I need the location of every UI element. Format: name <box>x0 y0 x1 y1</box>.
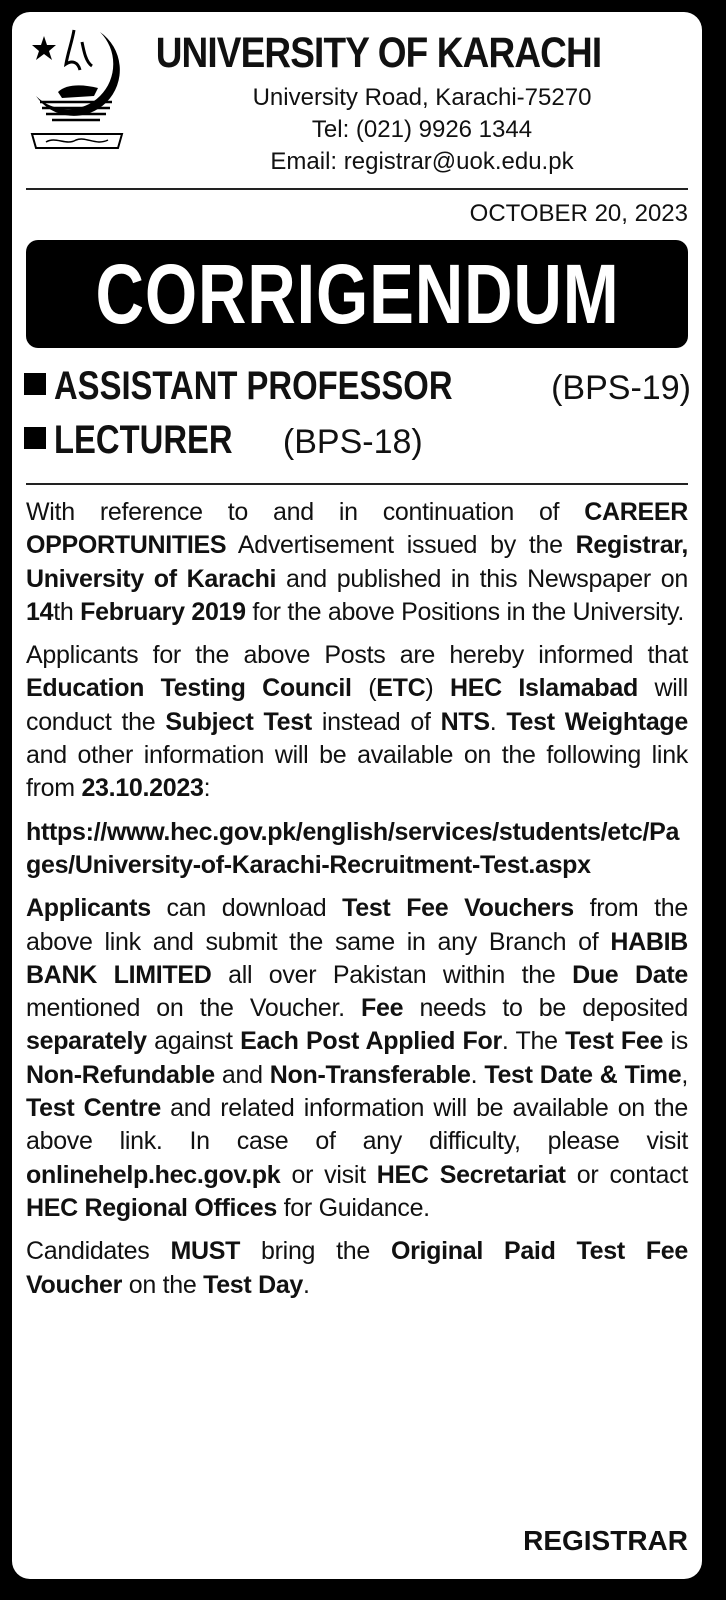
text: will conduct the <box>26 674 689 736</box>
text: against <box>146 1027 241 1056</box>
helpdesk-link[interactable]: onlinehelp.hec.gov.pk <box>26 1160 281 1189</box>
signature-registrar: REGISTRAR <box>523 1525 688 1556</box>
text: Advertisement issued by the <box>226 531 576 560</box>
text: from the above link and submit the same in any Branch of <box>26 894 688 956</box>
bold-text: Subject Test <box>165 707 312 736</box>
university-name: UNIVERSITY OF KARACHI <box>155 29 602 77</box>
bold-text: 23.10.2023 <box>81 774 204 803</box>
post-name: ASSISTANT PROFESSOR <box>54 364 453 408</box>
bold-text: Due Date <box>572 960 688 989</box>
text: . <box>470 1060 485 1089</box>
paragraph-reference <box>26 496 688 629</box>
bold-text: Fee <box>361 994 404 1023</box>
bold-text: 14 <box>26 597 54 626</box>
corrigendum-banner <box>26 240 688 348</box>
post-name: LECTURER <box>54 418 233 462</box>
email: Email: registrar@uok.edu.pk <box>270 148 574 175</box>
paragraph-candidates <box>26 1235 688 1302</box>
publish-date: OCTOBER 20, 2023 <box>469 200 688 227</box>
text: . <box>303 1270 310 1299</box>
address: University Road, Karachi-75270 <box>252 84 592 111</box>
bold-text: ETC <box>376 674 426 703</box>
bold-text: Applicants <box>26 894 151 923</box>
text: With reference to and in continuation of <box>26 498 585 526</box>
text: needs to be deposited <box>403 994 688 1023</box>
text: for Guidance. <box>277 1193 430 1222</box>
text: or visit <box>280 1160 377 1189</box>
bold-text: HEC Secretariat <box>376 1160 566 1189</box>
bullet-square-icon <box>24 427 46 449</box>
telephone: Tel: (021) 9926 1344 <box>311 116 533 143</box>
text: Candidates <box>26 1237 171 1266</box>
post-item <box>24 364 691 410</box>
bold-text: Non-Transferable <box>269 1060 471 1089</box>
text: mentioned on the Voucher. <box>26 994 362 1023</box>
bold-text: Test Fee <box>565 1027 664 1056</box>
recruitment-test-link[interactable]: https://www.hec.gov.pk/english/services/students/etc/Pages/University-of-Karachi-Recruitment-Test.aspx <box>26 817 680 879</box>
bold-text: NTS <box>440 707 490 736</box>
paragraph-fee-vouchers <box>26 892 688 1225</box>
bullet-square-icon <box>24 373 46 395</box>
university-crescent-star-logo-icon <box>22 22 132 152</box>
bold-text: HEC Islamabad <box>449 674 638 703</box>
bold-text: Education Testing Council <box>26 674 352 703</box>
text: for the above Positions in the University. <box>245 597 685 626</box>
text: , <box>681 1060 688 1089</box>
text: and other information will be available on the following link from <box>26 741 688 803</box>
bold-text: MUST <box>170 1237 241 1266</box>
text: is <box>663 1027 688 1056</box>
text: : <box>203 774 211 803</box>
bold-text: Test Weightage <box>506 707 689 736</box>
bold-text: Original Paid Test Fee Voucher <box>26 1237 689 1299</box>
text: . The <box>501 1027 566 1056</box>
text: th <box>53 597 81 626</box>
paragraph-test-info <box>26 639 688 805</box>
text: instead of <box>311 707 441 736</box>
text: ) <box>425 674 450 703</box>
bold-text: CAREER OPPORTUNITIES <box>26 498 688 560</box>
text: on the <box>122 1270 204 1299</box>
text: all over Pakistan within the <box>211 960 573 989</box>
text: Applicants for the above Posts are hereby informed that <box>26 641 688 670</box>
text: and related information will be available on the above link. In case of any difficulty, please visit <box>26 1094 688 1156</box>
bold-text: Test Date & Time <box>484 1060 682 1089</box>
bold-text: Test Centre <box>26 1094 161 1123</box>
text: and <box>214 1060 270 1089</box>
notice-body <box>26 496 688 1312</box>
bold-text: Test Fee Vouchers <box>342 894 574 923</box>
advertisement-page <box>12 12 702 1579</box>
bold-text: February 2019 <box>80 597 246 626</box>
divider <box>26 188 688 190</box>
text: . <box>489 707 507 736</box>
text: and published in this Newspaper on <box>276 564 688 593</box>
banner-title: CORRIGENDUM <box>95 247 619 341</box>
post-grade: (BPS-18) <box>282 423 423 461</box>
bold-text: Registrar, University of Karachi <box>26 531 688 593</box>
text: bring the <box>240 1237 391 1266</box>
bold-text: separately <box>26 1027 147 1056</box>
divider <box>26 483 688 485</box>
text: or contact <box>565 1160 688 1189</box>
bold-text: Test Day <box>203 1270 304 1299</box>
text: can download <box>150 894 343 923</box>
text: ( <box>351 674 377 703</box>
post-item <box>24 418 423 464</box>
post-grade: (BPS-19) <box>551 369 691 407</box>
bold-text: HEC Regional Offices <box>26 1193 277 1222</box>
bold-text: Non-Refundable <box>26 1060 215 1089</box>
bold-text: HABIB BANK LIMITED <box>26 927 688 989</box>
bold-text: Each Post Applied For <box>240 1027 502 1056</box>
